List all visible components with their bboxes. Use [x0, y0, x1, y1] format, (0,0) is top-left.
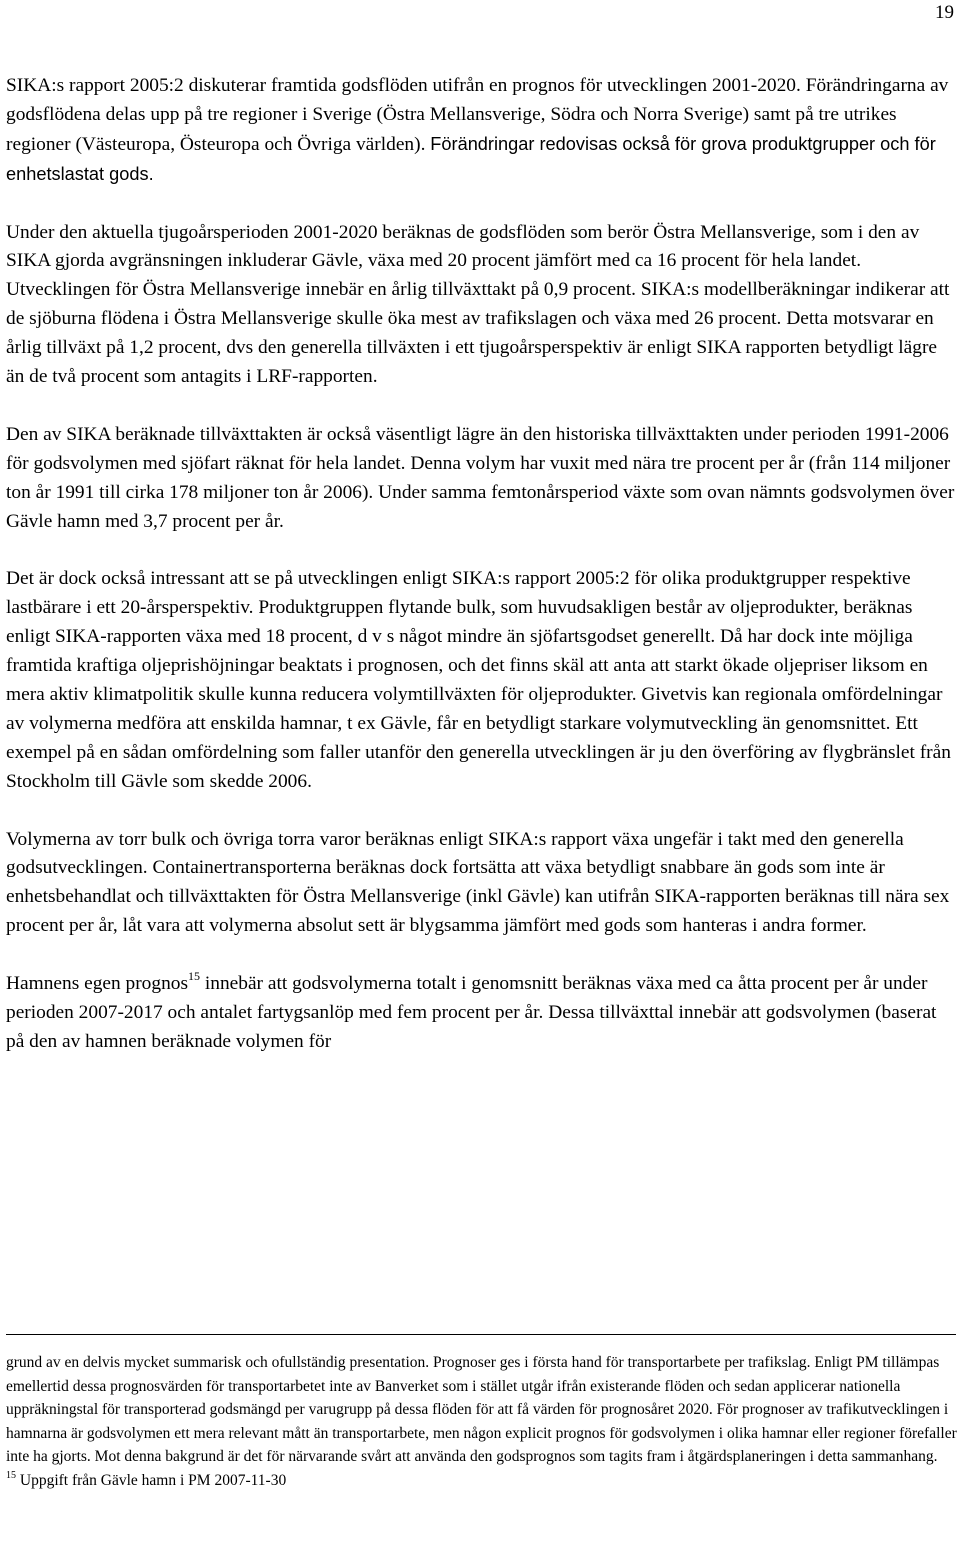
footnote-text: Uppgift från Gävle hamn i PM 2007-11-30	[16, 1471, 287, 1489]
paragraph-east-mellansverige: Under den aktuella tjugoårsperioden 2001-2020 beräknas de godsflöden som berör Östra Mellansverige, som i den av SIKA gjorda avgränsningen inkluderar Gävle, växa med 20 procent jämfört med ca 16 procent för hela landet. Utvecklingen för Östra Mellansverige innebär en årlig tillväxttakt på 0,9 procent. SIKA:s modellberäkningar indikerar att de sjöburna flödena i Östra Mellansverige skulle öka mest av trafikslagen och växa med 26 procent. Detta motsvarar en årlig tillväxt på 1,2 procent, dvs den generella tillväxten i ett tjugoårsperspektiv är enligt SIKA rapporten betydligt lägre än de två procent som antagits i LRF-rapporten.	[6, 221, 950, 388]
footnotes	[6, 1351, 958, 1493]
footnote-number: 15	[6, 1469, 16, 1481]
footnote-separator	[6, 1334, 956, 1335]
paragraph-text: Hamnens egen prognos	[6, 973, 189, 995]
footnote-reference-15[interactable]: 15	[188, 969, 201, 984]
paragraph-dry-bulk-containers: Volymerna av torr bulk och övriga torra varor beräknas enligt SIKA:s rapport växa ungefär i takt med den generella godsutvecklingen. Containertransporterna beräknas dock fortsätta att växa betydligt snabbare än gods som inte är enhetsbehandlat och tillväxttakten för Östra Mellansverige (inkl Gävle) kan utifrån SIKA-rapporten beräknas till nära sex procent per år, låt vara att volymerna absolut sett är blygsamma jämfört med gods som hanteras i andra former.	[6, 828, 950, 937]
footnote-15	[6, 1469, 958, 1493]
page-number: 19	[935, 2, 954, 23]
paragraph-product-groups: Det är dock också intressant att se på utvecklingen enligt SIKA:s rapport 2005:2 för olika produktgrupper respektive lastbärare i ett 20-årsperspektiv. Produktgruppen flytande bulk, som huvudsakligen består av oljeprodukter, beräknas enligt SIKA-rapporten växa med 18 procent, d v s något mindre än sjöfartsgodset generellt. Då har dock inte möjliga framtida kraftiga oljeprishöjningar beaktats i prognosen, och det finns skäl att anta att starkt ökade oljepriser liksom en mera aktiv klimatpolitik skulle kunna reducera volymtillväxten för oljeprodukter. Givetvis kan regionala omfördelningar av volymerna medföra att enskilda hamnar, t ex Gävle, får en betydligt starkare volymutveckling än genomsnittet. Ett exempel på en sådan omfördelning som faller utanför den generella utvecklingen är ju den överföring av flygbränslet från Stockholm till Gävle som skedde 2006.	[6, 568, 951, 792]
body-text	[6, 72, 958, 1057]
footnote-continuation: grund av en delvis mycket summarisk och ofullständig presentation. Prognoser ges i första hand för transportarbete per trafikslag. Enligt PM tillämpas emellertid dessa prognosvärden för transportarbetet inte av Banverket som i stället utgår ifrån existerande flöden och sedan applicerar nationella uppräkningstal för transporterad godsmängd per varugrupp på dessa flöden för att få värden för prognosåret 2020. För prognoser av trafikutvecklingen i hamnarna är godsvolymen ett mera relevant mått än transportarbete, men någon explicit prognos för godsvolymen i olika hamnar eller regioner förefaller inte ha gjorts. Mot denna bakgrund är det för närvarande svårt att använda den godsprognos som tagits fram i åtgärdsplaneringen i detta sammanhang.	[6, 1354, 957, 1466]
paragraph-port-forecast	[6, 970, 958, 1057]
paragraph-sika-report-intro	[6, 72, 958, 190]
paragraph-historical-growth: Den av SIKA beräknade tillväxttakten är också väsentligt lägre än den historiska tillväxttakten under perioden 1991-2006 för godsvolymen med sjöfart räknat för hela landet. Denna volym har vuxit med nära tre procent per år (från 114 miljoner ton år 1991 till cirka 178 miljoner ton år 2006). Under samma femtonårsperiod växte som ovan nämnts godsvolymen över Gävle hamn med 3,7 procent per år.	[6, 423, 955, 532]
paragraph-text-sans: Förändringar redovisas också för grova produktgrupper och för enhetslastat gods.	[6, 133, 936, 184]
paragraph-text: innebär att godsvolymerna totalt i genomsnitt beräknas växa med ca åtta procent per år under perioden 2007-2017 och antalet fartygsanlöp med fem procent per år. Dessa tillväxttal innebär att godsvolymen (baserat på den av hamnen beräknade volymen för	[6, 973, 937, 1052]
paragraph-text: SIKA:s rapport 2005:2 diskuterar framtida godsflöden utifrån en prognos för utvecklingen 2001-2020. Förändringarna av godsflödena delas upp på tre regioner i Sverige (Östra Mellansverige, Södra och Norra Sverige) samt på tre utrikes regioner (Västeuropa, Östeuropa och Övriga världen).	[6, 75, 949, 155]
